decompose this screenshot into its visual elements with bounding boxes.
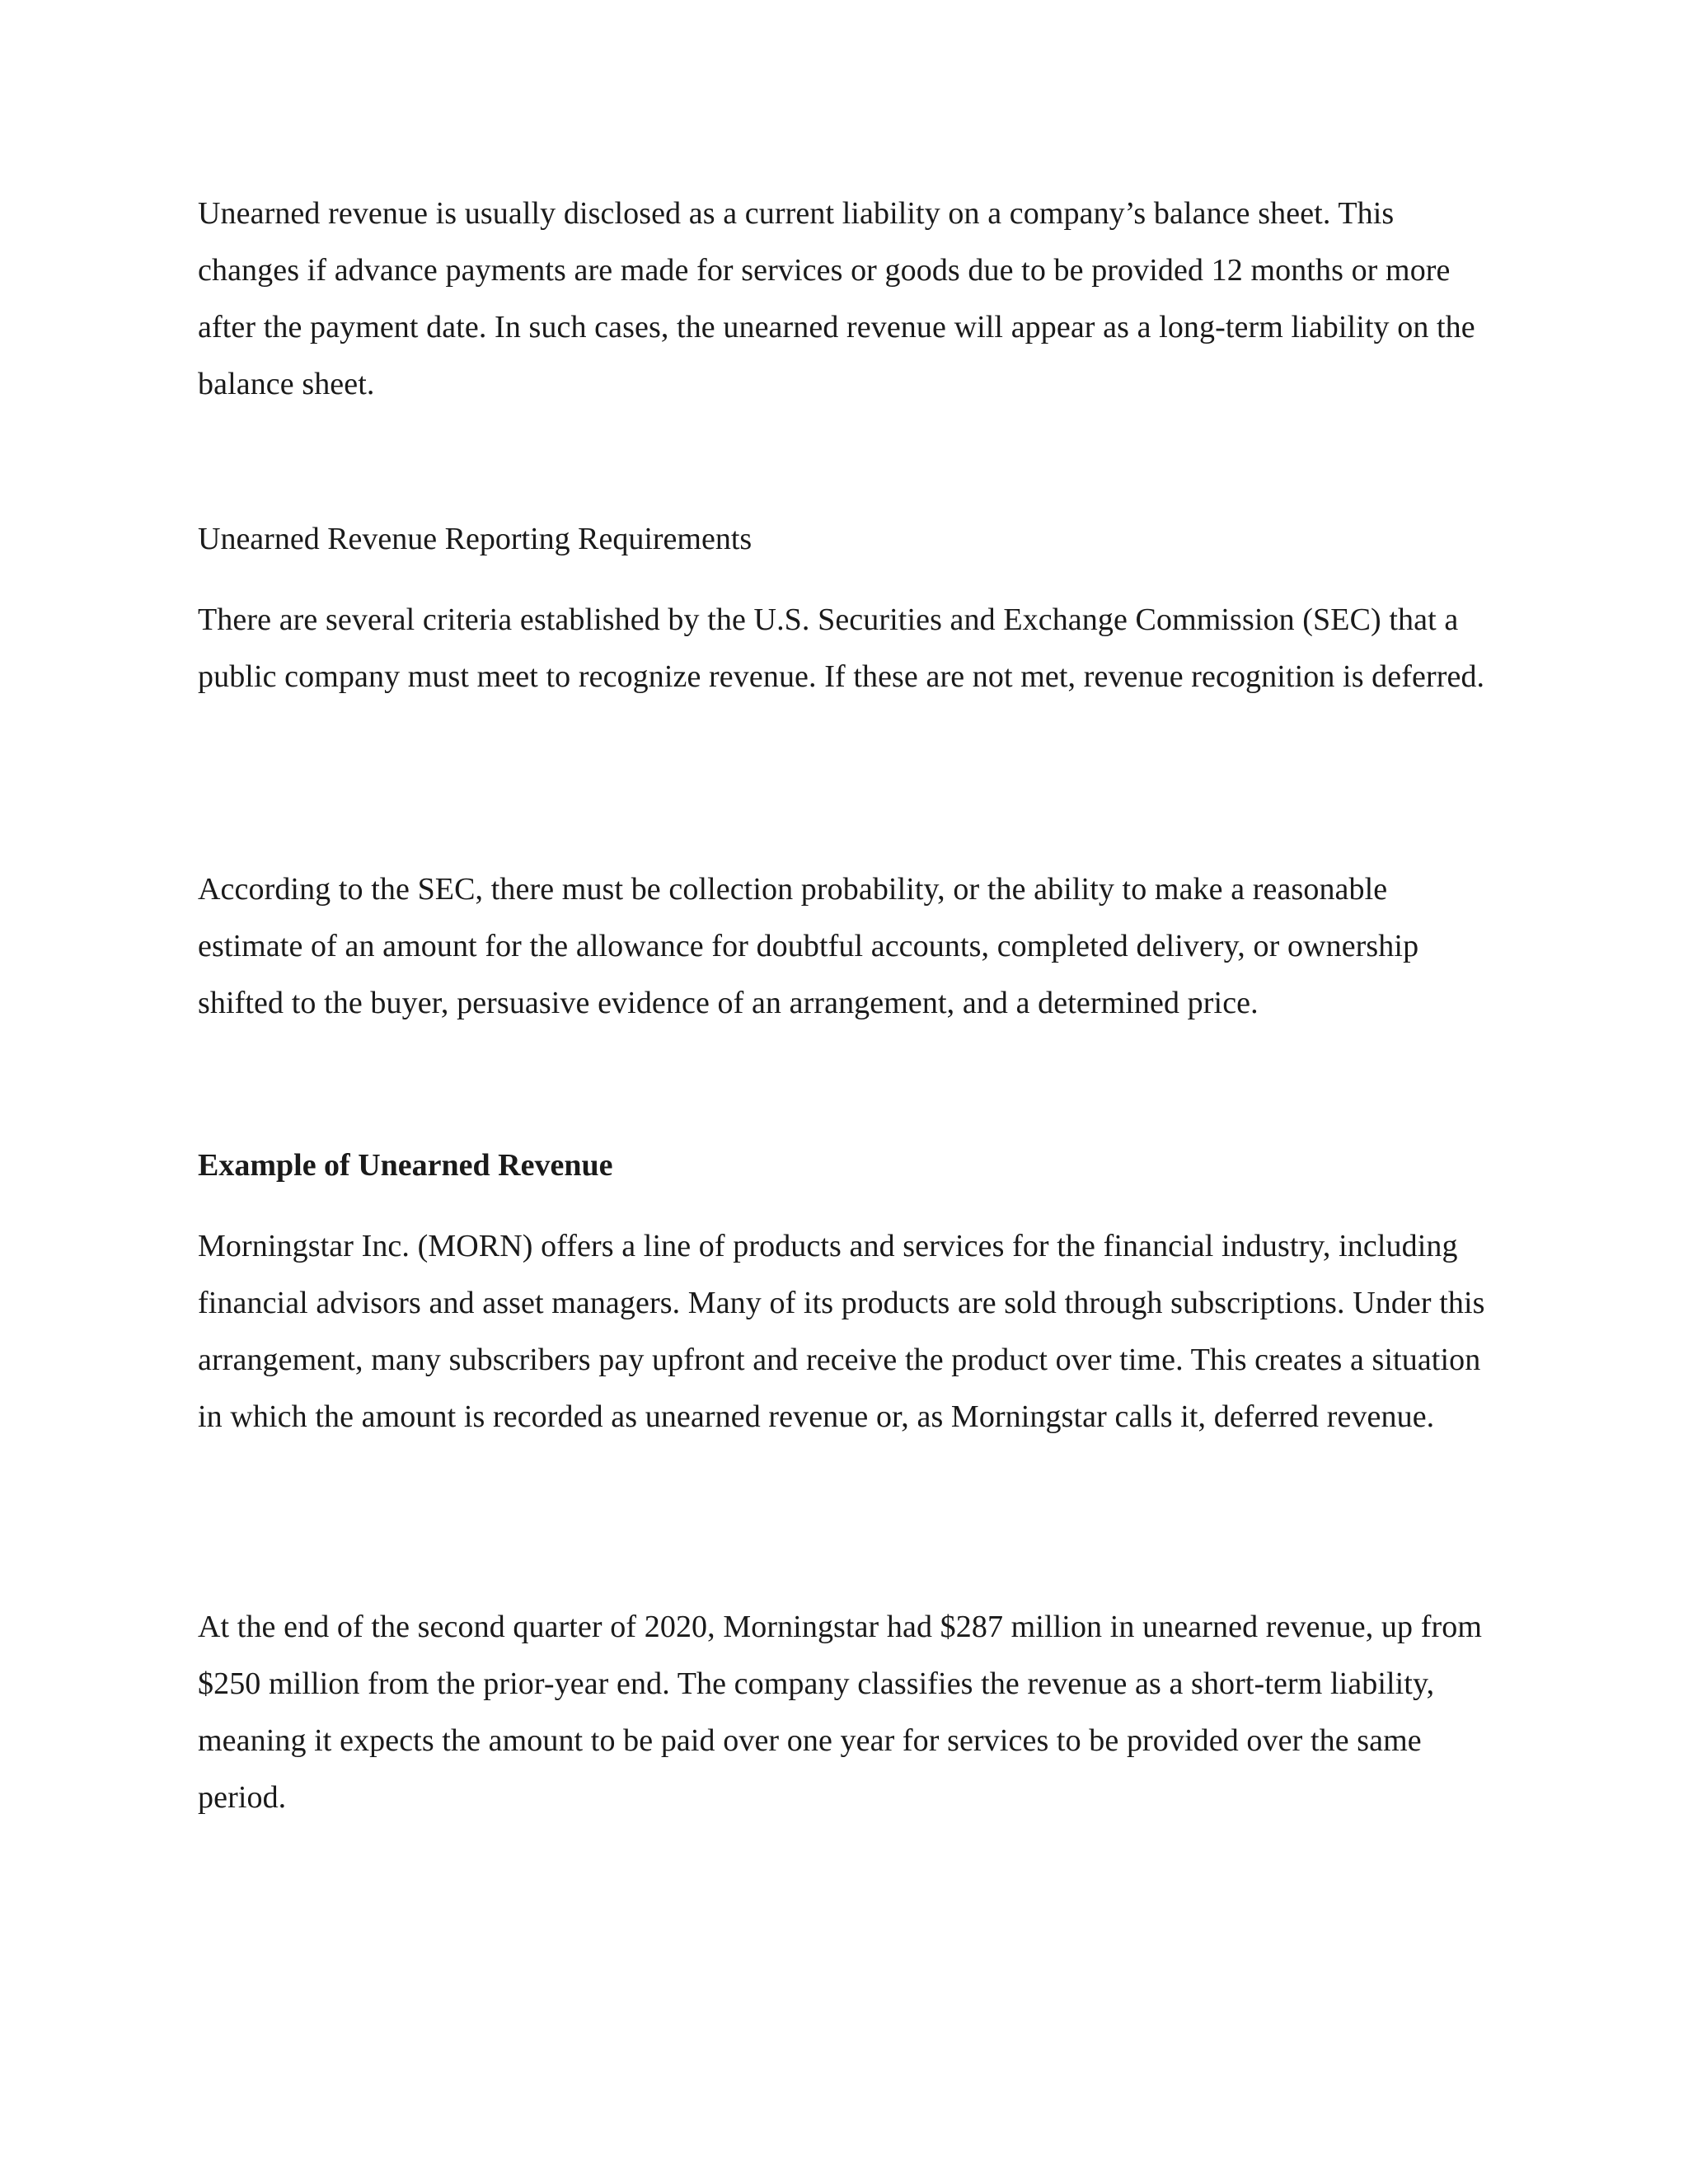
paragraph-sec-criteria: There are several criteria established by the U.S. Securities and Exchange Commission (SEC) that a public company must meet to recognize revenue. If these are not met, revenue recognition is deferred. (198, 602, 1485, 694)
paragraph-morningstar-example: Morningstar Inc. (MORN) offers a line of products and services for the financial industry, including financial advisors and asset managers. Many of its products are sold through subscriptions. Under this arrangement, many subscribers pay upfront and receive the product over time. This creates a situation in which the amount is recorded as unearned revenue or, as Morningstar calls it, deferred revenue. (198, 1229, 1485, 1434)
paragraph-balance-sheet-disclosure: Unearned revenue is usually disclosed as a current liability on a company’s balance sheet. This changes if advance payments are made for services or goods due to be provided 12 months or more after the payment date. In such cases, the unearned revenue will appear as a long-term liability on the balance sheet. (198, 196, 1475, 401)
heading-example: Example of Unearned Revenue (198, 1148, 613, 1183)
paragraph-morningstar-figures: At the end of the second quarter of 2020, Morningstar had $287 million in unearned revenue, up from $250 million from the prior-year end. The company classifies the revenue as a short-term liability, meaning it expects the amount to be paid over one year for services to be provided over the same period. (198, 1610, 1482, 1815)
heading-reporting-requirements: Unearned Revenue Reporting Requirements (198, 522, 753, 556)
paragraph-sec-requirements: According to the SEC, there must be collection probability, or the ability to make a reasonable estimate of an amount for the allowance for doubtful accounts, completed delivery, or ownership shifted to the buyer, persuasive evidence of an arrangement, and a determined price. (198, 872, 1419, 1020)
